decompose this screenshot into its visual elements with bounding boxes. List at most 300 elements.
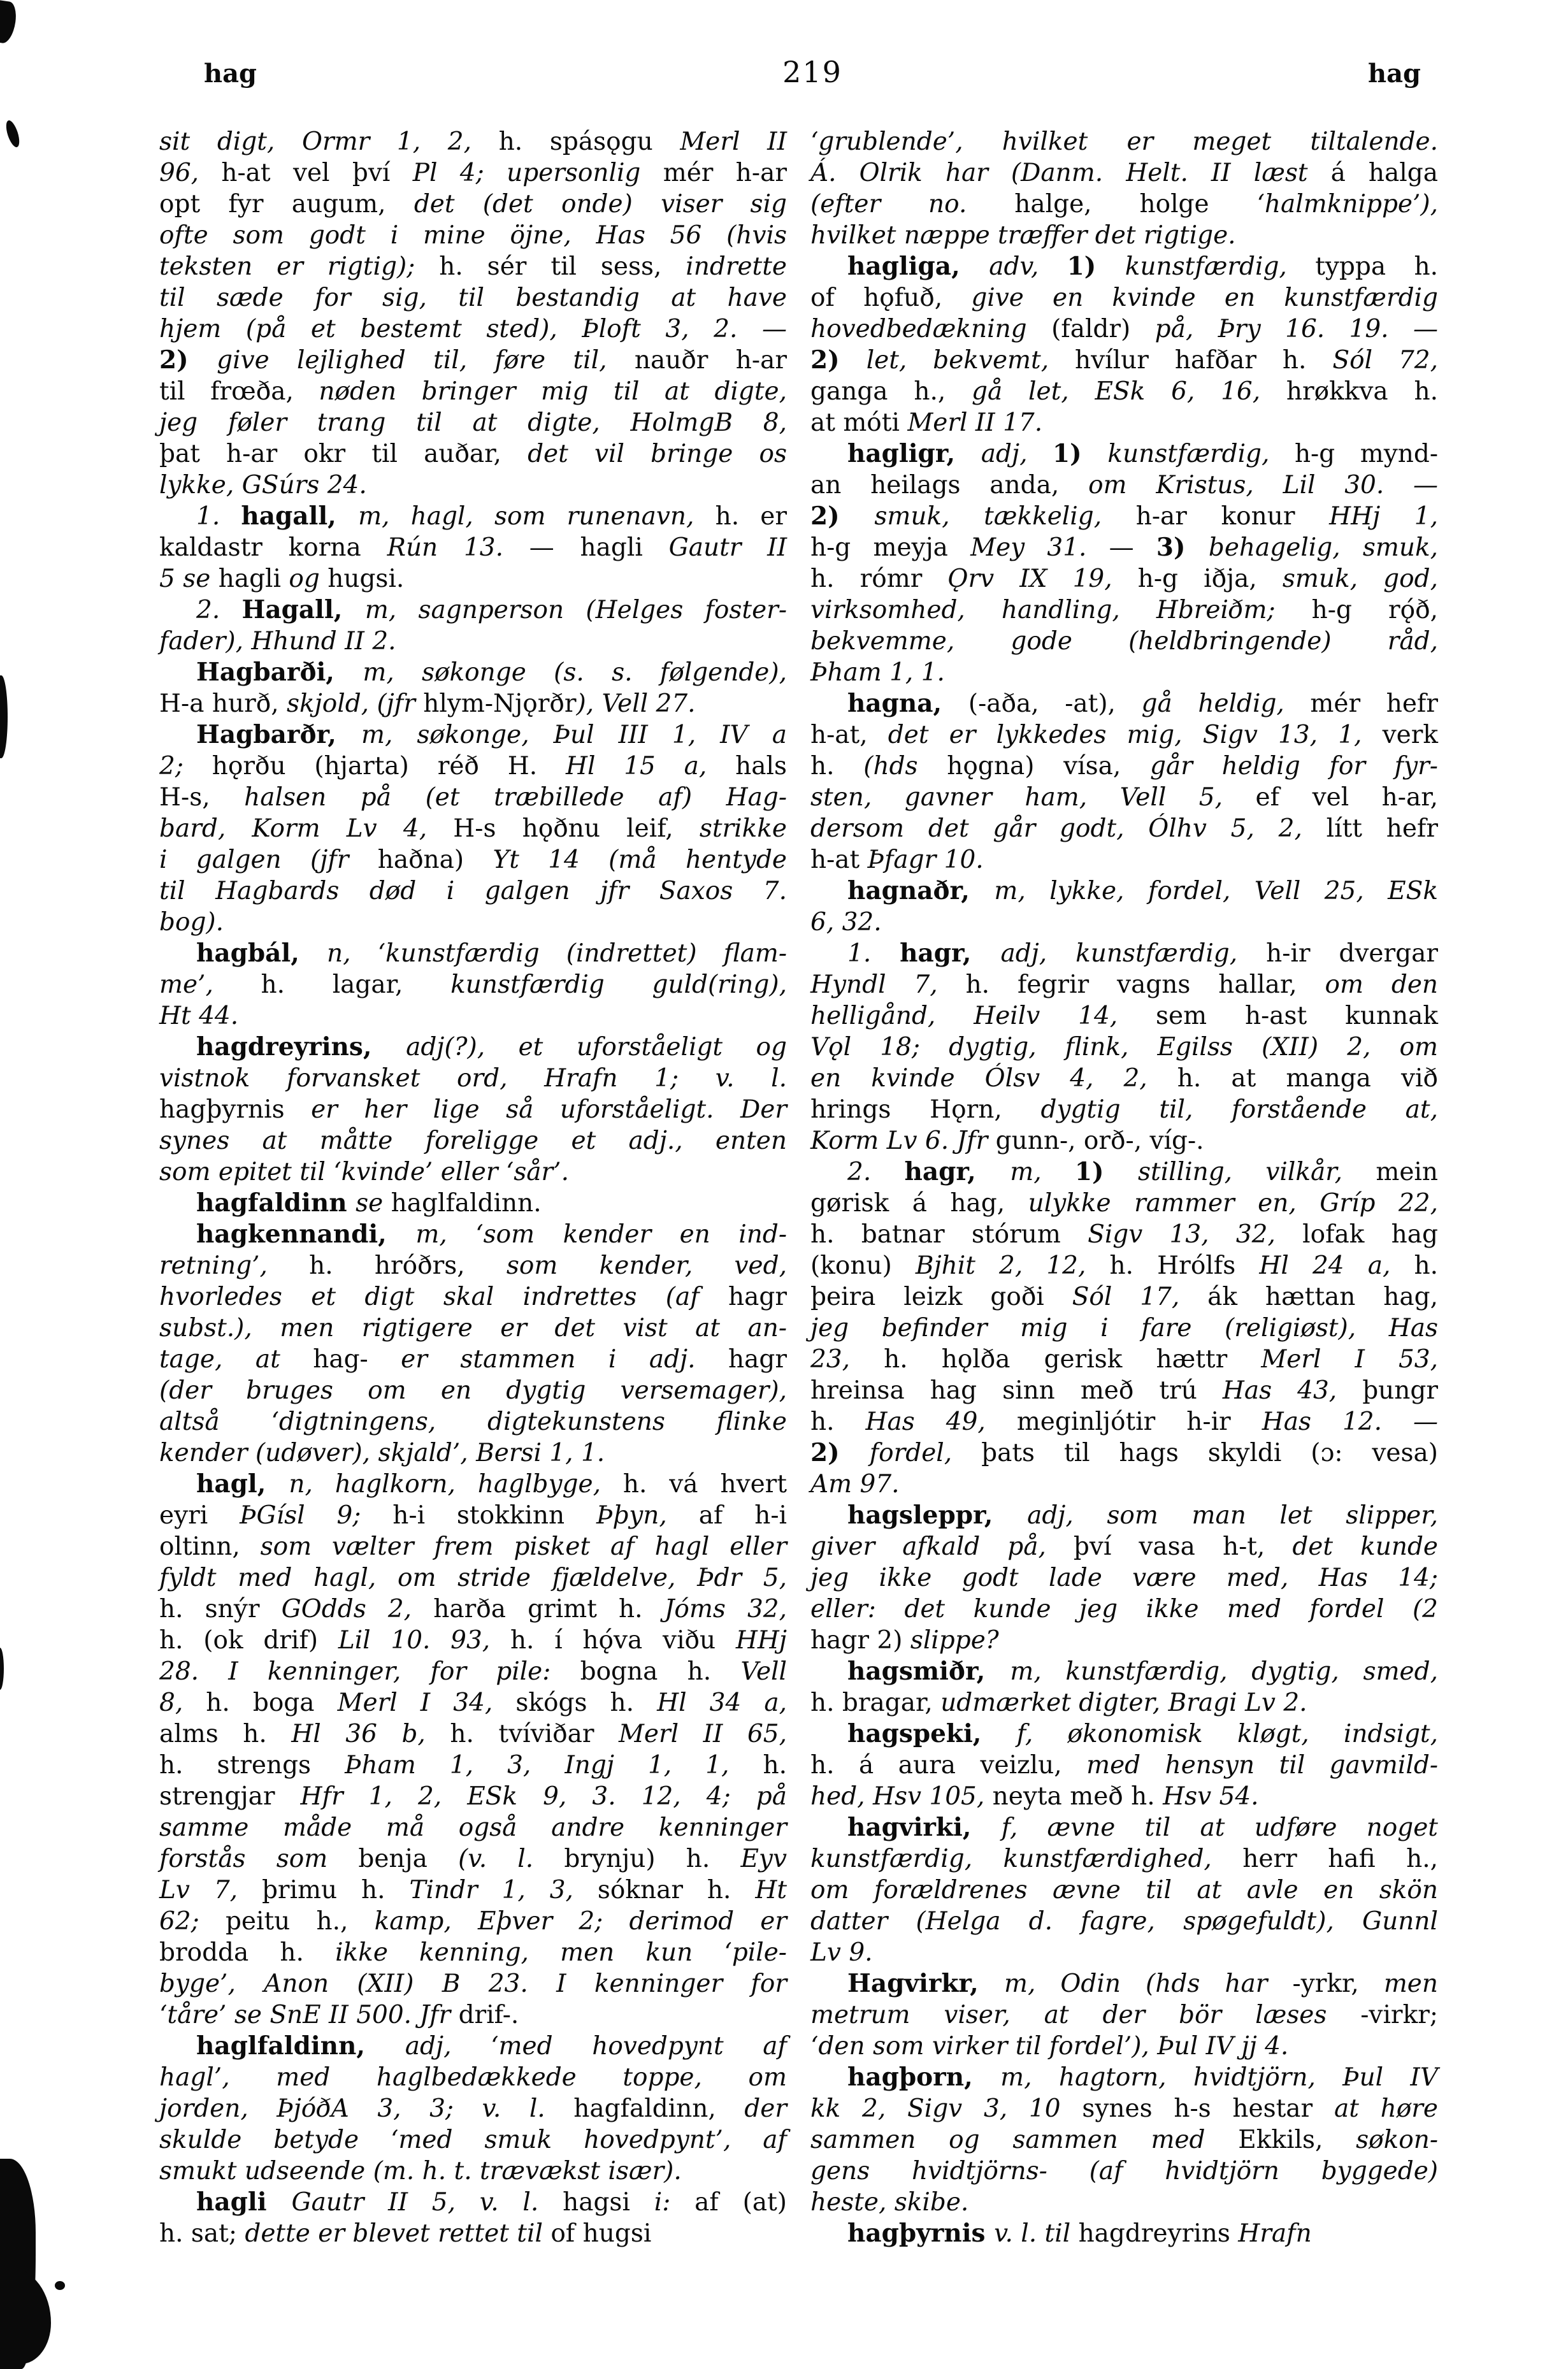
text-segment: helligånd, Heilv 14, (810, 1002, 1156, 1030)
text-segment: ganga h., (810, 377, 972, 406)
text-line (810, 1875, 1438, 1906)
text-segment: fyldt med hagl, om stride fjældelve, Þdr 5, (159, 1564, 787, 1592)
text-line (159, 1843, 787, 1875)
text-segment: 96, (159, 159, 222, 187)
text-segment: hagfaldinn (196, 1188, 356, 1218)
text-segment: Gautr II (668, 533, 787, 562)
text-line (159, 1000, 787, 1032)
text-segment: Merl I 34, (337, 1689, 516, 1717)
text-line (810, 438, 1438, 470)
text-line (810, 532, 1438, 563)
text-line (159, 813, 787, 844)
text-segment: Vell (740, 1657, 787, 1686)
text-line (810, 220, 1438, 251)
text-segment: h. sat; (159, 2219, 245, 2248)
text-segment: om Kristus, Lil 30. — (1088, 471, 1438, 500)
text-segment: Sigv 13, 32, (1088, 1220, 1303, 1249)
text-segment: meginljótir h-ir (1016, 1408, 1262, 1436)
text-line (810, 376, 1438, 407)
text-segment: se (356, 1189, 391, 1218)
text-segment: samme måde må også andre kenninger (159, 1813, 787, 1842)
text-segment: sten, gavner ham, Vell 5, (810, 783, 1256, 812)
page-number: 219 (782, 55, 842, 89)
text-line (810, 1032, 1438, 1063)
text-line (159, 470, 787, 501)
text-segment: h. tvíviðar (450, 1720, 619, 1748)
text-segment: hagsi (563, 2188, 654, 2217)
text-line (810, 1594, 1438, 1625)
dictionary-entry (159, 501, 787, 594)
text-line (810, 969, 1438, 1000)
text-line (810, 1469, 1438, 1500)
text-line (159, 563, 787, 594)
text-line (159, 1718, 787, 1750)
text-line (159, 157, 787, 189)
text-segment: og (289, 565, 328, 593)
text-line (159, 2031, 787, 2062)
text-line (159, 594, 787, 626)
text-segment: byge’, Anon (XII) B 23. I kenninger for (159, 1969, 787, 1998)
text-segment: brynju) h. (564, 1845, 741, 1873)
text-line (159, 1313, 787, 1344)
text-segment: (hds (863, 752, 947, 781)
text-segment: Ekkils, (1238, 2126, 1356, 2154)
text-segment: hed, Hsv 105, (810, 1782, 993, 1811)
text-segment: opt fyr augum, (159, 190, 414, 219)
text-line (810, 1687, 1438, 1718)
text-segment: giver afkald på, (810, 1532, 1074, 1561)
text-line (159, 1875, 787, 1906)
text-line (810, 1968, 1438, 1999)
text-segment: Þham 1, 1. (810, 658, 945, 687)
text-segment: stilling, vilkår, (1138, 1158, 1376, 1186)
text-segment: m, ‘som kender en ind- (415, 1220, 787, 1249)
text-segment: hagr (728, 1345, 787, 1374)
text-segment: give lejlighed til, føre til, (217, 346, 635, 375)
text-segment: teksten er rigtig); (159, 252, 440, 281)
text-segment: hlym-Njǫrðr (423, 689, 577, 718)
text-segment: 2. (196, 596, 242, 624)
text-segment: v. l. til (994, 2219, 1079, 2248)
dictionary-entry (810, 2218, 1438, 2249)
text-segment: alms h. (159, 1720, 292, 1748)
text-segment: hagþorn, (847, 2063, 1001, 2092)
text-segment: bekvemme, gode (heldbringende) råd, (810, 627, 1438, 656)
text-segment: sit digt, Ormr 1, 2, (159, 127, 499, 156)
text-line (159, 782, 787, 813)
text-segment: Hagall, (241, 595, 365, 624)
text-segment: strengjar (159, 1782, 301, 1811)
text-line (810, 1219, 1438, 1250)
text-line (159, 1656, 787, 1687)
text-segment: jeg ikke godt lade være med, Has 14; (810, 1564, 1438, 1592)
text-line (810, 2124, 1438, 2156)
text-segment: h. strengs (159, 1751, 345, 1780)
text-segment: kaldastr korna (159, 533, 387, 562)
text-segment: Jóms 32, (664, 1595, 788, 1624)
text-segment: adv, (989, 252, 1067, 281)
text-segment: hvilket næppe træffer det rigtige. (810, 221, 1236, 250)
text-line (159, 1906, 787, 1937)
text-line (159, 532, 787, 563)
text-segment: brodda h. (159, 1938, 336, 1967)
dictionary-entry (159, 1188, 787, 1219)
text-segment: hagli (218, 565, 289, 593)
header-keyword-right: hag (1368, 59, 1421, 89)
text-segment: søkon- (1356, 2126, 1438, 2154)
scan-artifact (0, 1648, 4, 1690)
text-segment: 2. (847, 1158, 905, 1186)
text-line (810, 1656, 1438, 1687)
dictionary-entry (159, 594, 787, 657)
text-segment: 2; (159, 752, 212, 781)
text-segment: sammen og sammen med (810, 2126, 1239, 2154)
text-line (810, 2187, 1438, 2218)
text-line (810, 1625, 1438, 1656)
text-line (159, 1999, 787, 2031)
text-segment: hagna, (847, 689, 968, 718)
text-segment: -yrkr, (1292, 1969, 1384, 1998)
text-line (810, 1063, 1438, 1094)
text-segment: þat h-ar okr til auðar, (159, 440, 528, 468)
text-segment: adj, som man let slipper, (1027, 1501, 1438, 1530)
text-segment: (-aða, -at), (968, 689, 1142, 718)
text-segment: kunstfærdig, (1107, 440, 1295, 468)
text-segment: Ht (755, 1876, 787, 1905)
text-line (810, 470, 1438, 501)
text-segment: Merl II 65, (618, 1720, 787, 1748)
text-segment: h. (810, 752, 864, 781)
text-segment: m, hagtorn, hvidtjörn, Þul IV (1000, 2063, 1439, 2092)
text-segment: n, haglkorn, haglbyge, (289, 1470, 623, 1499)
text-line (159, 1531, 787, 1562)
text-line (810, 1781, 1438, 1812)
text-segment: H-s hǫðnu leif, (453, 814, 700, 843)
text-segment: hagspeki, (847, 1719, 1017, 1748)
text-segment: ÞGísl 9; (240, 1501, 393, 1530)
text-segment: fader), Hhund II 2. (159, 627, 396, 656)
text-line (159, 2093, 787, 2124)
dictionary-entry (159, 2187, 787, 2249)
text-line (159, 1125, 787, 1156)
text-segment: Hagbarðr, (196, 720, 361, 749)
text-line (159, 282, 787, 313)
text-line (159, 1344, 787, 1375)
text-line (159, 2062, 787, 2093)
text-segment: Hfr 1, 2, ESk 9, 3. 12, 4; på (300, 1782, 787, 1811)
text-segment: er stammen i adj. (401, 1345, 728, 1374)
text-segment: h. fegrir vagns hallar, (965, 970, 1325, 999)
text-segment: er her lige så uforståeligt. Der (311, 1095, 787, 1124)
text-segment: som epitet til ‘kvinde’ eller ‘sår’. (159, 1158, 569, 1186)
text-segment: harða grimt h. (433, 1595, 665, 1624)
text-segment: halsen på (et træbillede af) Hag- (244, 783, 788, 812)
text-line (810, 1843, 1438, 1875)
text-segment: dette er blevet rettet til (245, 2219, 551, 2248)
text-line (159, 220, 787, 251)
text-line (810, 1000, 1438, 1032)
dictionary-entry (159, 938, 787, 1032)
text-segment: 23, (810, 1345, 884, 1374)
text-line (810, 1188, 1438, 1219)
text-segment: 2) (159, 345, 217, 375)
text-segment: GOdds 2, (281, 1595, 434, 1624)
text-line (810, 844, 1438, 875)
text-segment: Hl 15 a, (565, 752, 736, 781)
text-segment: lykke, GSúrs 24. (159, 471, 367, 500)
text-segment: hǫrðu (hjarta) réð H. (212, 752, 566, 781)
text-segment: hagliga, (847, 252, 989, 281)
text-segment: altså ‘digtningens, digtekunstens flinke (159, 1408, 787, 1436)
text-segment: kk 2, Sigv 3, 10 (810, 2094, 1082, 2123)
text-line (810, 657, 1438, 688)
text-segment: hals (735, 752, 787, 781)
text-line (159, 1937, 787, 1968)
text-segment: (efter no. (810, 190, 1015, 219)
text-segment: 1. (847, 939, 900, 968)
text-segment: haglfaldinn, (196, 2031, 405, 2061)
text-segment: hagl’, med haglbedækkede toppe, om (159, 2063, 787, 2092)
dictionary-entry (810, 1812, 1438, 1968)
text-segment: hagr, (900, 939, 1001, 968)
text-segment: Has 49, (865, 1408, 1017, 1436)
text-segment: hvorledes et digt skal indrettes (af (159, 1283, 729, 1311)
text-segment: skulde betyde ‘med smuk hovedpynt’, af (159, 2126, 787, 2154)
text-segment: Merl II (680, 127, 787, 156)
text-line (810, 1250, 1438, 1281)
text-segment: Þþyn, (596, 1501, 699, 1530)
text-segment: adj(?), et uforståeligt og (406, 1033, 788, 1062)
dictionary-entry (159, 1032, 787, 1188)
text-segment: (konu) (810, 1251, 916, 1280)
text-segment: h. vá hvert (622, 1470, 787, 1499)
text-segment: á halga (1330, 159, 1438, 187)
dictionary-entry (810, 126, 1438, 251)
text-segment: nøden bringer mig til at digte, (319, 377, 787, 406)
text-line (810, 1375, 1438, 1406)
text-segment: h. spásǫgu (498, 127, 680, 156)
text-segment: af (at) (694, 2188, 788, 2217)
text-segment: udmærket digter, Bragi Lv 2. (940, 1689, 1307, 1717)
text-line (810, 189, 1438, 220)
text-segment: dygtig til, forstående at, (1040, 1095, 1438, 1124)
text-segment: h-g iðja, (1137, 565, 1283, 593)
text-segment: at høre (1334, 2094, 1438, 2123)
text-segment: h. er (715, 502, 787, 531)
text-segment: 28. I kenninger, for pile: (159, 1657, 580, 1686)
text-line (159, 626, 787, 657)
text-segment: hagvirki, (847, 1813, 1002, 1842)
text-segment: — (1109, 533, 1156, 562)
text-line (810, 1812, 1438, 1843)
text-segment: h-at, (810, 721, 888, 749)
dictionary-entry (810, 875, 1438, 938)
text-segment: vistnok forvansket ord, Hrafn 1; v. l. (159, 1064, 787, 1093)
dictionary-entry (810, 688, 1438, 875)
text-segment: gørisk á hag, (810, 1189, 1028, 1218)
text-segment: hǫgna) vísa, (947, 752, 1151, 781)
text-line (810, 626, 1438, 657)
text-segment: gens hvidtjörns- (af hvidtjörn byggede) (810, 2157, 1438, 2185)
text-line (159, 688, 787, 719)
text-line (810, 813, 1438, 844)
text-line (159, 313, 787, 345)
dictionary-entry (159, 657, 787, 719)
text-segment: Eyv (740, 1845, 787, 1873)
text-line (159, 1812, 787, 1843)
text-line (159, 719, 787, 751)
text-segment: — hagli (529, 533, 669, 562)
text-segment: m, sagnperson (Helges foster- (364, 596, 787, 624)
text-segment: Merl II 17. (907, 408, 1043, 437)
scan-artifact (0, 2268, 51, 2364)
text-line (159, 2156, 787, 2187)
dictionary-entry (810, 438, 1438, 688)
text-line (810, 2062, 1438, 2093)
text-segment: hagþyrnis (847, 2219, 995, 2248)
text-segment: til Hagbards død i galgen jfr Saxos 7. (159, 877, 787, 905)
text-segment: þeira leizk goði (810, 1283, 1072, 1311)
text-segment: of hugsi (550, 2219, 652, 2248)
text-segment: med hensyn til gavmild- (1086, 1751, 1438, 1780)
text-segment: 2) (810, 1438, 870, 1467)
dictionary-entry (810, 2062, 1438, 2218)
text-segment: HHj (735, 1626, 788, 1655)
text-segment: Sól 17, (1072, 1283, 1208, 1311)
text-segment: der (744, 2094, 787, 2123)
text-line (810, 345, 1438, 376)
text-segment: Lv 7, (159, 1876, 262, 1905)
text-segment: men (1383, 1969, 1438, 1998)
text-segment: mér hefr (1310, 689, 1438, 718)
text-segment: f, ævne til at udføre noget (1001, 1813, 1438, 1842)
text-line (810, 875, 1438, 907)
text-segment: 1. (196, 502, 241, 531)
text-segment: þrimu h. (261, 1876, 410, 1905)
text-segment: som vælter frem pisket af hagl eller (260, 1532, 787, 1561)
text-segment: 1) (1053, 439, 1108, 468)
text-segment: h. (810, 1408, 866, 1436)
text-segment: eyri (159, 1501, 240, 1530)
text-line (159, 501, 787, 532)
text-segment: Am 97. (810, 1470, 900, 1499)
text-line (810, 938, 1438, 969)
dictionary-entry (810, 938, 1438, 1156)
text-segment: h. (ok drif) (159, 1626, 338, 1655)
text-line (810, 594, 1438, 626)
dictionary-entry (159, 126, 787, 501)
text-segment: gunn-, orð-, víg-. (995, 1127, 1204, 1155)
text-line (810, 1344, 1438, 1375)
text-segment: h-at vel því (221, 159, 413, 187)
text-line (810, 1156, 1438, 1188)
text-segment: n, ‘kunstfærdig (indrettet) flam- (327, 939, 787, 968)
text-segment: sem h-ast kunnak (1156, 1002, 1438, 1030)
text-line (159, 751, 787, 782)
text-segment: ák hættan hag, (1207, 1283, 1438, 1311)
text-segment: bard, Korm Lv 4, (159, 814, 454, 843)
text-segment: Á. Olrik har (Danm. Helt. II læst (810, 159, 1331, 187)
text-segment: Has 43, (1222, 1376, 1363, 1405)
text-line (810, 157, 1438, 189)
text-segment: m, (1010, 1158, 1075, 1186)
text-segment: hagfaldinn, (573, 2094, 745, 2123)
text-segment: mein (1376, 1158, 1438, 1186)
text-segment: til sæde for sig, til bestandig at have (159, 284, 787, 312)
text-line (159, 844, 787, 875)
text-segment: Lil 10. 93, (338, 1626, 510, 1655)
text-segment: ‘den som virker til fordel’), Þul IV jj 4. (810, 2032, 1289, 2061)
dictionary-entry (159, 1219, 787, 1469)
text-segment: (faldr) (1051, 315, 1155, 343)
text-segment: þungr (1362, 1376, 1438, 1405)
text-segment: m, søkonge, Þul III 1, IV a (361, 721, 787, 749)
text-segment: jeg føler trang til at digte, HolmgB 8, (159, 408, 787, 437)
text-segment: (v. l. (458, 1845, 565, 1873)
text-segment: hagsleppr, (847, 1501, 1028, 1530)
text-line (159, 1437, 787, 1469)
text-line (810, 126, 1438, 157)
text-segment: of hǫfuð, (810, 284, 972, 312)
text-segment: Mey 31. (970, 533, 1109, 562)
text-segment: herr hafi h., (1242, 1845, 1438, 1873)
text-segment: skógs h. (515, 1689, 658, 1717)
text-segment: hagligr, (847, 439, 981, 468)
scan-artifact (4, 119, 22, 149)
text-segment: 2) (810, 501, 875, 531)
text-segment: h-g rǫ́ð, (1311, 596, 1438, 624)
text-segment: 5 se (159, 565, 219, 593)
text-segment: Hagbarði, (196, 658, 363, 687)
text-line (159, 1063, 787, 1094)
text-segment: verk (1382, 721, 1438, 749)
text-line (810, 2031, 1438, 2062)
text-segment: adj, (981, 440, 1053, 468)
text-segment: kamp, Eþver 2; derimod er (374, 1907, 787, 1936)
header-keyword-left: hag (204, 59, 257, 89)
text-line (159, 1968, 787, 1999)
text-line (810, 1906, 1438, 1937)
text-segment: gå let, ESk 6, 16, (972, 377, 1286, 406)
text-segment: HHj 1, (1329, 502, 1438, 531)
text-line (159, 1625, 787, 1656)
text-segment: Hsv 54. (1163, 1782, 1259, 1811)
text-line (159, 438, 787, 470)
text-segment: Gautr II 5, v. l. (291, 2188, 563, 2217)
text-line (810, 1094, 1438, 1125)
text-segment: Þfagr 10. (867, 846, 984, 874)
text-line (810, 1406, 1438, 1437)
text-segment: gå heldig, (1141, 689, 1311, 718)
text-segment: þats til hags skyldi (ɔ: vesa) (981, 1439, 1438, 1467)
text-segment: benja (358, 1845, 459, 1873)
text-segment: subst.), men rigtigere er det vist at an- (159, 1314, 787, 1343)
text-segment: hagall, (241, 501, 359, 531)
text-segment: typpa h. (1315, 252, 1438, 281)
scan-artifact (0, 675, 8, 758)
text-segment: H-a hurð, (159, 689, 287, 718)
text-segment: hagr, (904, 1157, 1011, 1186)
text-line (159, 1219, 787, 1250)
text-segment: Tindr 1, 3, (409, 1876, 598, 1905)
text-line (159, 1469, 787, 1500)
text-line (810, 1500, 1438, 1531)
text-segment: Rún 13. (387, 533, 529, 562)
text-segment: det kunde (1292, 1532, 1438, 1561)
text-segment: Hl 34 a, (657, 1689, 787, 1717)
text-segment: synes h-s hestar (1082, 2094, 1334, 2123)
text-line (810, 563, 1438, 594)
